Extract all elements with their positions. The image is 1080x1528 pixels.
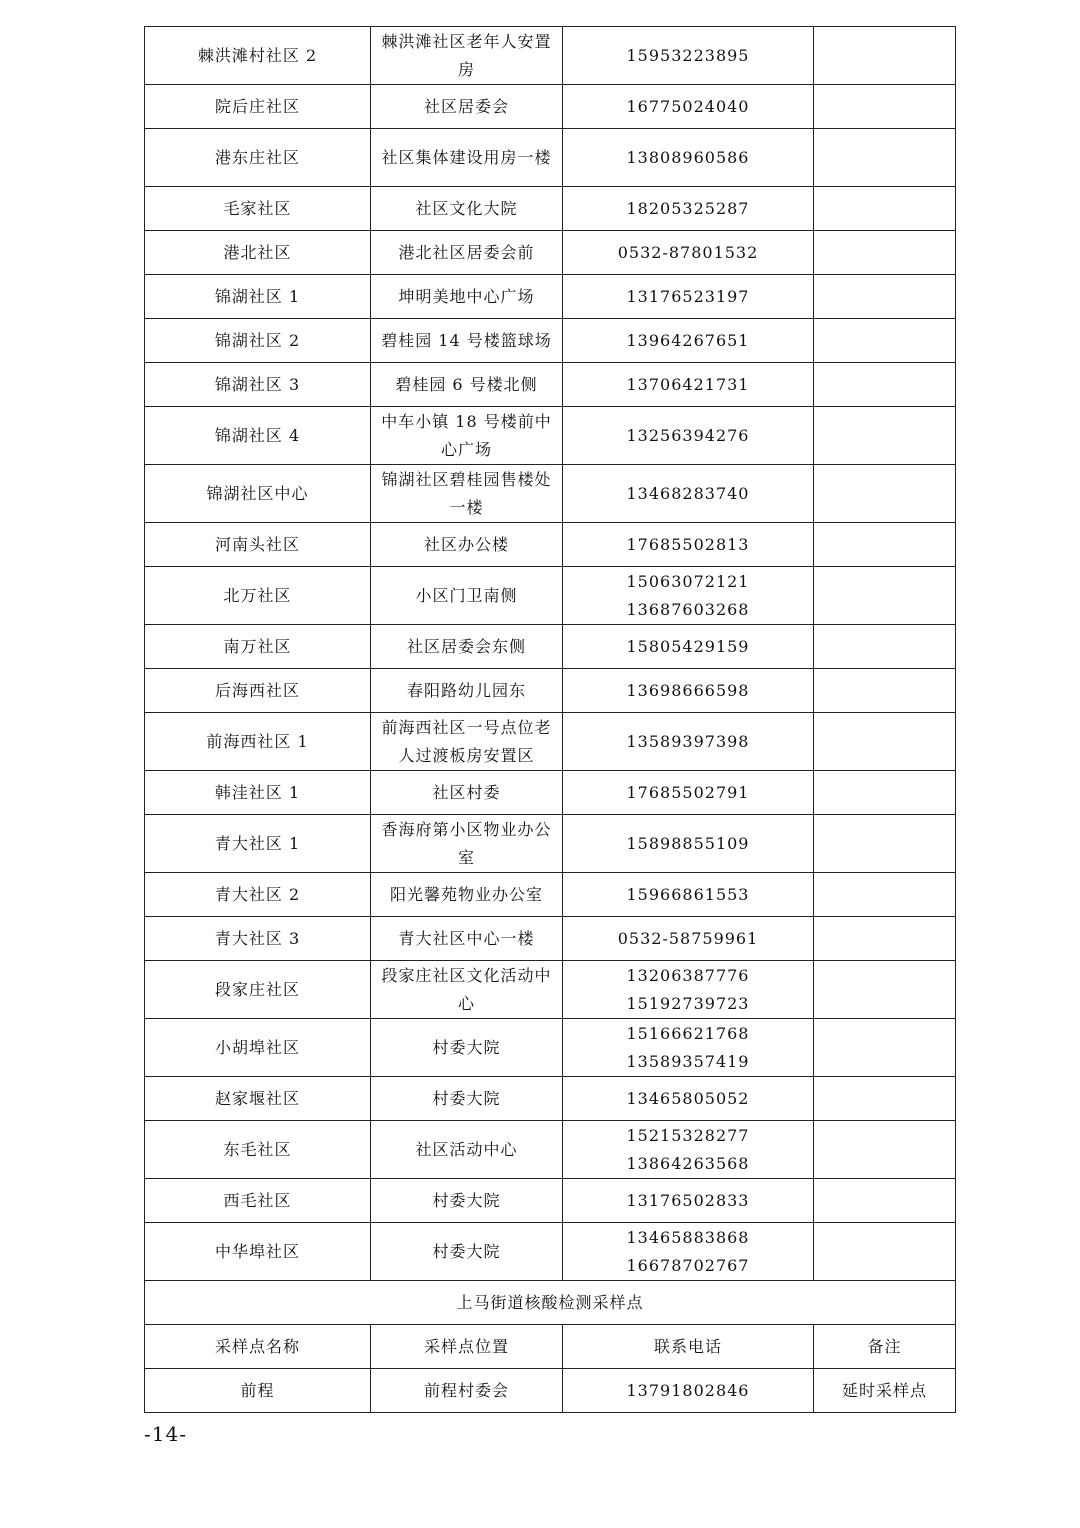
phone-primary: 18205325287 [626,198,750,218]
table-row [145,129,956,187]
cell-location: 村委大院 [371,1077,563,1121]
table-row [145,1223,956,1281]
cell-note: 延时采样点 [814,1369,956,1413]
cell-location: 段家庄社区文化活动中心 [371,961,563,1019]
section-title: 上马街道核酸检测采样点 [145,1281,956,1325]
cell-note [814,625,956,669]
phone-primary: 17685502813 [626,534,750,554]
cell-location: 春阳路幼儿园东 [371,669,563,713]
table-row [145,465,956,523]
column-header: 备注 [814,1325,956,1369]
sampling-points-table [144,26,956,1413]
table-row [145,27,956,85]
phone-primary: 13698666598 [626,680,750,700]
header-row [145,1325,956,1369]
cell-location: 村委大院 [371,1179,563,1223]
cell-note [814,129,956,187]
table-row [145,1121,956,1179]
table-row [145,713,956,771]
cell-note [814,1121,956,1179]
table-row [145,917,956,961]
cell-name: 锦湖社区中心 [145,465,371,523]
cell-name: 后海西社区 [145,669,371,713]
phone-primary: 13256394276 [626,425,750,445]
phone-secondary: 16678702767 [626,1255,750,1275]
cell-phone [563,407,814,465]
phone-primary: 0532-58759961 [617,928,759,948]
cell-name: 锦湖社区 3 [145,363,371,407]
table-row [145,771,956,815]
cell-phone [563,231,814,275]
cell-phone [563,771,814,815]
page-number: -14- [144,1422,187,1446]
cell-location: 锦湖社区碧桂园售楼处一楼 [371,465,563,523]
cell-location: 社区居委会 [371,85,563,129]
table-row [145,363,956,407]
column-header: 采样点位置 [371,1325,563,1369]
cell-phone [563,669,814,713]
phone-primary: 13465883868 [626,1227,750,1247]
cell-location: 前海西社区一号点位老人过渡板房安置区 [371,713,563,771]
phone-primary: 16775024040 [626,96,750,116]
cell-note [814,771,956,815]
cell-note [814,1077,956,1121]
cell-location: 碧桂园 14 号楼篮球场 [371,319,563,363]
cell-note [814,187,956,231]
phone-primary: 15898855109 [626,833,750,853]
cell-name: 锦湖社区 4 [145,407,371,465]
cell-phone [563,465,814,523]
cell-name: 锦湖社区 2 [145,319,371,363]
cell-name: 韩洼社区 1 [145,771,371,815]
cell-note [814,319,956,363]
cell-location: 香海府第小区物业办公室 [371,815,563,873]
phone-primary: 13206387776 [626,965,750,985]
cell-name: 港北社区 [145,231,371,275]
cell-location: 社区村委 [371,771,563,815]
cell-phone [563,129,814,187]
cell-phone [563,961,814,1019]
phone-secondary: 13589357419 [626,1051,750,1071]
column-header: 联系电话 [563,1325,814,1369]
cell-location: 社区办公楼 [371,523,563,567]
cell-name: 青大社区 3 [145,917,371,961]
table-row [145,1179,956,1223]
cell-location: 前程村委会 [371,1369,563,1413]
cell-name: 段家庄社区 [145,961,371,1019]
cell-location: 棘洪滩社区老年人安置房 [371,27,563,85]
phone-primary: 13808960586 [626,147,750,167]
cell-name: 西毛社区 [145,1179,371,1223]
cell-note [814,1223,956,1281]
cell-name: 青大社区 2 [145,873,371,917]
cell-name: 北万社区 [145,567,371,625]
table-body [145,27,956,1413]
cell-location: 港北社区居委会前 [371,231,563,275]
cell-note [814,713,956,771]
phone-primary: 15215328277 [626,1125,750,1145]
cell-phone [563,187,814,231]
cell-name: 锦湖社区 1 [145,275,371,319]
table-row [145,961,956,1019]
table-row [145,1077,956,1121]
cell-phone: 13791802846 [563,1369,814,1413]
cell-name: 小胡埠社区 [145,1019,371,1077]
phone-primary: 13706421731 [626,374,750,394]
phone-primary: 15966861553 [626,884,750,904]
cell-note [814,85,956,129]
cell-note [814,27,956,85]
phone-primary: 13468283740 [626,483,750,503]
cell-location: 社区文化大院 [371,187,563,231]
cell-phone [563,625,814,669]
cell-location: 中车小镇 18 号楼前中心广场 [371,407,563,465]
cell-note [814,465,956,523]
phone-primary: 15063072121 [626,571,750,591]
cell-note [814,669,956,713]
cell-phone [563,1077,814,1121]
table-row [145,873,956,917]
table-row [145,1019,956,1077]
cell-phone [563,319,814,363]
table-row [145,1369,956,1413]
cell-note [814,873,956,917]
table-row [145,815,956,873]
cell-note [814,523,956,567]
cell-name: 赵家堰社区 [145,1077,371,1121]
cell-location: 坤明美地中心广场 [371,275,563,319]
cell-name: 院后庄社区 [145,85,371,129]
cell-name: 中华埠社区 [145,1223,371,1281]
cell-note [814,363,956,407]
phone-primary: 13176502833 [626,1190,750,1210]
cell-name: 前海西社区 1 [145,713,371,771]
cell-note [814,917,956,961]
table-row [145,523,956,567]
phone-primary: 15166621768 [626,1023,750,1043]
cell-phone [563,275,814,319]
cell-name: 棘洪滩村社区 2 [145,27,371,85]
phone-primary: 13465805052 [626,1088,750,1108]
cell-phone [563,363,814,407]
cell-name: 青大社区 1 [145,815,371,873]
cell-name: 河南头社区 [145,523,371,567]
cell-phone [563,567,814,625]
phone-primary: 17685502791 [626,782,750,802]
cell-note [814,1179,956,1223]
phone-secondary: 13864263568 [626,1153,750,1173]
phone-primary: 13964267651 [626,330,750,350]
cell-phone [563,27,814,85]
cell-note [814,407,956,465]
cell-phone [563,1121,814,1179]
phone-primary: 13176523197 [626,286,750,306]
cell-note [814,275,956,319]
cell-note [814,815,956,873]
phone-primary: 15953223895 [626,45,750,65]
table-row [145,625,956,669]
table-row [145,407,956,465]
phone-secondary: 15192739723 [626,993,750,1013]
table-row [145,231,956,275]
cell-phone [563,1223,814,1281]
table-row [145,669,956,713]
cell-phone [563,815,814,873]
cell-phone [563,1179,814,1223]
cell-phone [563,85,814,129]
cell-name: 港东庄社区 [145,129,371,187]
cell-phone [563,523,814,567]
cell-phone [563,873,814,917]
cell-note [814,961,956,1019]
phone-secondary: 13687603268 [626,599,750,619]
cell-location: 社区居委会东侧 [371,625,563,669]
cell-note [814,1019,956,1077]
cell-location: 村委大院 [371,1019,563,1077]
cell-name: 南万社区 [145,625,371,669]
cell-location: 社区集体建设用房一楼 [371,129,563,187]
cell-name: 东毛社区 [145,1121,371,1179]
cell-name: 前程 [145,1369,371,1413]
table-row [145,187,956,231]
cell-phone [563,713,814,771]
cell-location: 阳光馨苑物业办公室 [371,873,563,917]
table-row [145,85,956,129]
table-row [145,275,956,319]
phone-primary: 13589397398 [626,731,750,751]
table-row [145,319,956,363]
column-header: 采样点名称 [145,1325,371,1369]
cell-note [814,567,956,625]
cell-location: 青大社区中心一楼 [371,917,563,961]
cell-location: 碧桂园 6 号楼北侧 [371,363,563,407]
cell-location: 小区门卫南侧 [371,567,563,625]
section-title-row [145,1281,956,1325]
cell-name: 毛家社区 [145,187,371,231]
phone-primary: 0532-87801532 [617,242,759,262]
cell-location: 社区活动中心 [371,1121,563,1179]
cell-phone [563,917,814,961]
cell-location: 村委大院 [371,1223,563,1281]
cell-note [814,231,956,275]
phone-primary: 15805429159 [626,636,750,656]
table-row [145,567,956,625]
cell-phone [563,1019,814,1077]
